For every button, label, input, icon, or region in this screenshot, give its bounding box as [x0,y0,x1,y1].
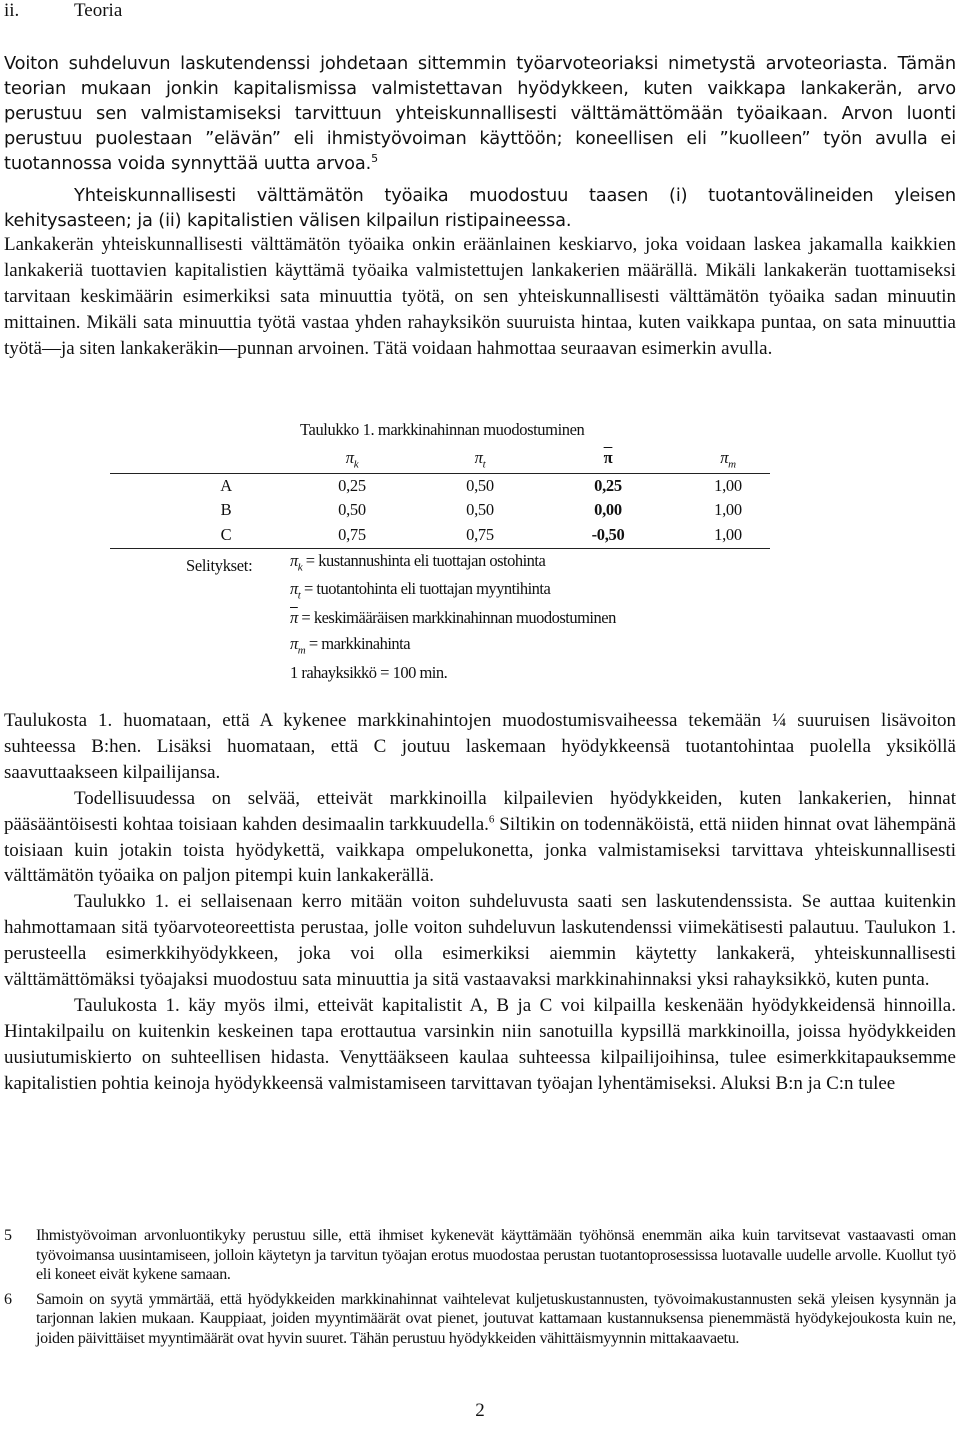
section-heading [4,0,122,22]
table-bottom-divider [110,548,770,549]
cell-pk: 0,25 [338,476,366,495]
page-number: 2 [475,1400,485,1421]
legend-heading: Selitykset: [186,556,253,575]
section-title: Teoria [74,0,123,21]
paragraph-intro-text: Voiton suhdeluvun laskutendenssi johdetaan sittemmin työarvoteoriaksi nimetystä arvoteoriasta. Tämän teorian mukaan jonkin kapitalismissa valmistettavan hyödykkeen, kuten vaikkapa lankakerän, arvo perustuu sen valmistamiseksi tarvittuun yhteiskunnallisesti välttämättömään työaikaan. Arvon luonti perustuu puolestaan ”elävän” eli ihmistyövoiman käyttöön; koneellisen eli ”kuolleen” työn avulla ei tuotannossa voida synnyttää uutta arvoa. [4,53,956,174]
footnote-6 [4,1290,956,1349]
cell-pt: 0,50 [466,476,494,495]
paragraph-competition: Taulukosta 1. käy myös ilmi, etteivät kapitalistit A, B ja C voi kilpailla keskenään hyödykkeidensä hinnoilla. Hintakilpailu on kuitenkin keskeinen tapa erottautua varsinkin niin sanotuilla kypsillä markkinoilla, joissa hyödykkeiden uusiutumiskierto on suhteellisen hidasta. Venyttääkseen kaulaa suhteessa kilpailijoihinsa, tulee esimerkkitapauksemme kapitalistien pohtia keinoja hyödykkeensä valmistamiseen tarvittavan työajan lyhentämiseksi. Aluksi B:n ja C:n tulee [4,994,956,1094]
header-pi-t: $\pi_t$ [474,448,486,471]
footnote-ref-6[interactable]: 6 [488,813,495,826]
paragraph-reality-text: Todellisuudessa on selvää, etteivät markkinoilla kilpailevien hyödykkeiden, kuten lankakerien, hinnat pääsääntöisesti kohtaa toisiaan kahden desimaalin tarkkuudella. [4,787,956,835]
legend-item-t: $\pi_t$ = tuotantohinta eli tuottajan myyntihinta [290,579,551,602]
legend-item-m: $\pi_m$ = markkinahinta [290,634,411,657]
row-label: C [220,525,232,544]
paragraph-worktime-text: Yhteiskunnallisesti välttämätön työaika muodostuu taasen (i) tuotantovälineiden yleisen kehitysasteen; ja (ii) kapitalistien välisen kilpailun ristipaineessa. [4,185,956,231]
paragraph-table-notes: Taulukosta 1. huomataan, että A kykenee markkinahintojen muodostumisvaiheessa tekemään ¼ suuruisen lisävoiton suhteessa B:hen. Lisäksi huomataan, että C joutuu laskemaan hyödykkeensä tuotantohintaa puolella yksiköllä saavuttaakseen kilpailijansa. [4,710,956,783]
paragraph-reality [4,786,956,890]
header-pi-k: $\pi_k$ [345,448,359,471]
paragraph-average-text: Lankakerän yhteiskunnallisesti välttämätön työaika onkin eräänlainen keskiarvo, joka voidaan laskea jakamalla kaikkien lankakeriä tuottavien kapitalistien käyttämä työaika valmistettujen lankakerien määrällä. Mikäli lankakerän tuottamiseksi tarvitaan keskimäärin esimerkiksi sata minuuttia työtä, on sen yhteiskunnallisesti välttämätön työaika sadan minuutin mittainen. Mikäli sata minuuttia työtä vastaa yhden rahayksikön suuruista hintaa, kuten vaikkapa puntaa, on sata minuuttia työtä—ja siten lankakeräkin—punnan arvoinen. Tätä voidaan hahmottaa seuraavan esimerkin avulla. [4,234,956,359]
footnotes [4,1226,956,1353]
cell-pbar: 0,00 [594,500,622,519]
cell-pk: 0,50 [338,500,366,519]
footnote-number: 6 [4,1290,12,1308]
legend-unit: 1 rahayksikkö = 100 min. [290,663,448,682]
cell-pt: 0,75 [466,525,494,544]
paragraph-table-meaning: Taulukko 1. ei sellaisenaan kerro mitään voiton suhdeluvusta saati sen laskutendenssista. Se auttaa kuitenkin hahmottamaan sitä työarvoteoreettista perustaa, jolle voiton suhdeluvun laskutendenssi viimekätisesti palautuu. Taulukon 1. perusteella esimerkkihyödykkeen, joka voi olla esimerkiksi aiemmin käytetty lankakerä, yhteiskunnallisesti välttämättömäksi työajaksi muodostuu sata minuuttia ja sitä vastaavaksi markkinahinnaksi yksi rahayksikkö, kuten punta. [4,891,956,991]
footnote-text: Ihmistyövoiman arvonluontikyky perustuu sille, että ihmiset kykenevät käyttämään työhönsä enemmän aika kuin tarvitsevat vastaavasti oman työvoimansa uusintamiseen, jolloin käytetyn ja tarvitun työajan erotus muodostaa perustan tuotantoprosessissa luotavalle uudelle arvolle. Kuollut työ eli koneet eivät kykene samaan. [36,1227,956,1283]
section-number: ii. [4,0,20,21]
paragraph-reality-text-2: Siltikin on todennäköistä, että niiden hinnat ovat lähempänä toisiaan kuin jotakin toista hyödykettä, vaikkapa ompelukonetta, jonka valmistamiseksi tarvittava yhteiskunnallisesti välttämätön työaika on paljon pitempi kuin lankakerällä. [4,813,956,887]
cell-pk: 0,75 [338,525,366,544]
legend-item-bar: $\overline{\pi}$ = keskimääräisen markkinahinnan muodostuminen [290,608,616,627]
table-title: Taulukko 1. markkinahinnan muodostuminen [300,420,585,439]
footnote-text: Samoin on syytä ymmärtää, että hyödykkeiden markkinahinnat vaihtelevat kuljetuskustannusten, työvoimakustannusten sekä yleisen kysynnän ja tarjonnan lakien mukaan. Kauppiaat, joiden myyntimäärät ovat pienet, joutuvat kattamaan kustannuksensa pienemmästä hyödykejoukosta kuin ne, joiden päivittäiset myyntimäärät ovat hyvin suuret. Tähän perustuu hyödykkeiden vähittäismyynnin mittakaavaetu. [36,1290,956,1347]
cell-pt: 0,50 [466,500,494,519]
legend-item-k: $\pi_k$ = kustannushinta eli tuottajan ostohinta [290,551,546,574]
cell-pm: 1,00 [714,525,742,544]
footnote-ref-5[interactable]: 5 [371,151,378,165]
header-pi-m: $\pi_m$ [720,448,736,471]
cell-pm: 1,00 [714,476,742,495]
footnote-number: 5 [4,1227,12,1244]
body-text [4,708,956,1097]
header-pi-bar: $\overline{\pi}$ [603,448,613,467]
paragraph-intro [4,52,956,177]
paragraph-worktime [4,184,956,234]
table-header-divider [110,473,770,474]
paragraph-average [4,232,956,362]
row-label: B [220,500,232,519]
cell-pm: 1,00 [714,500,742,519]
row-label: A [220,476,232,495]
footnote-5 [4,1226,956,1285]
cell-pbar: 0,25 [594,476,622,495]
cell-pbar: -0,50 [591,525,625,544]
